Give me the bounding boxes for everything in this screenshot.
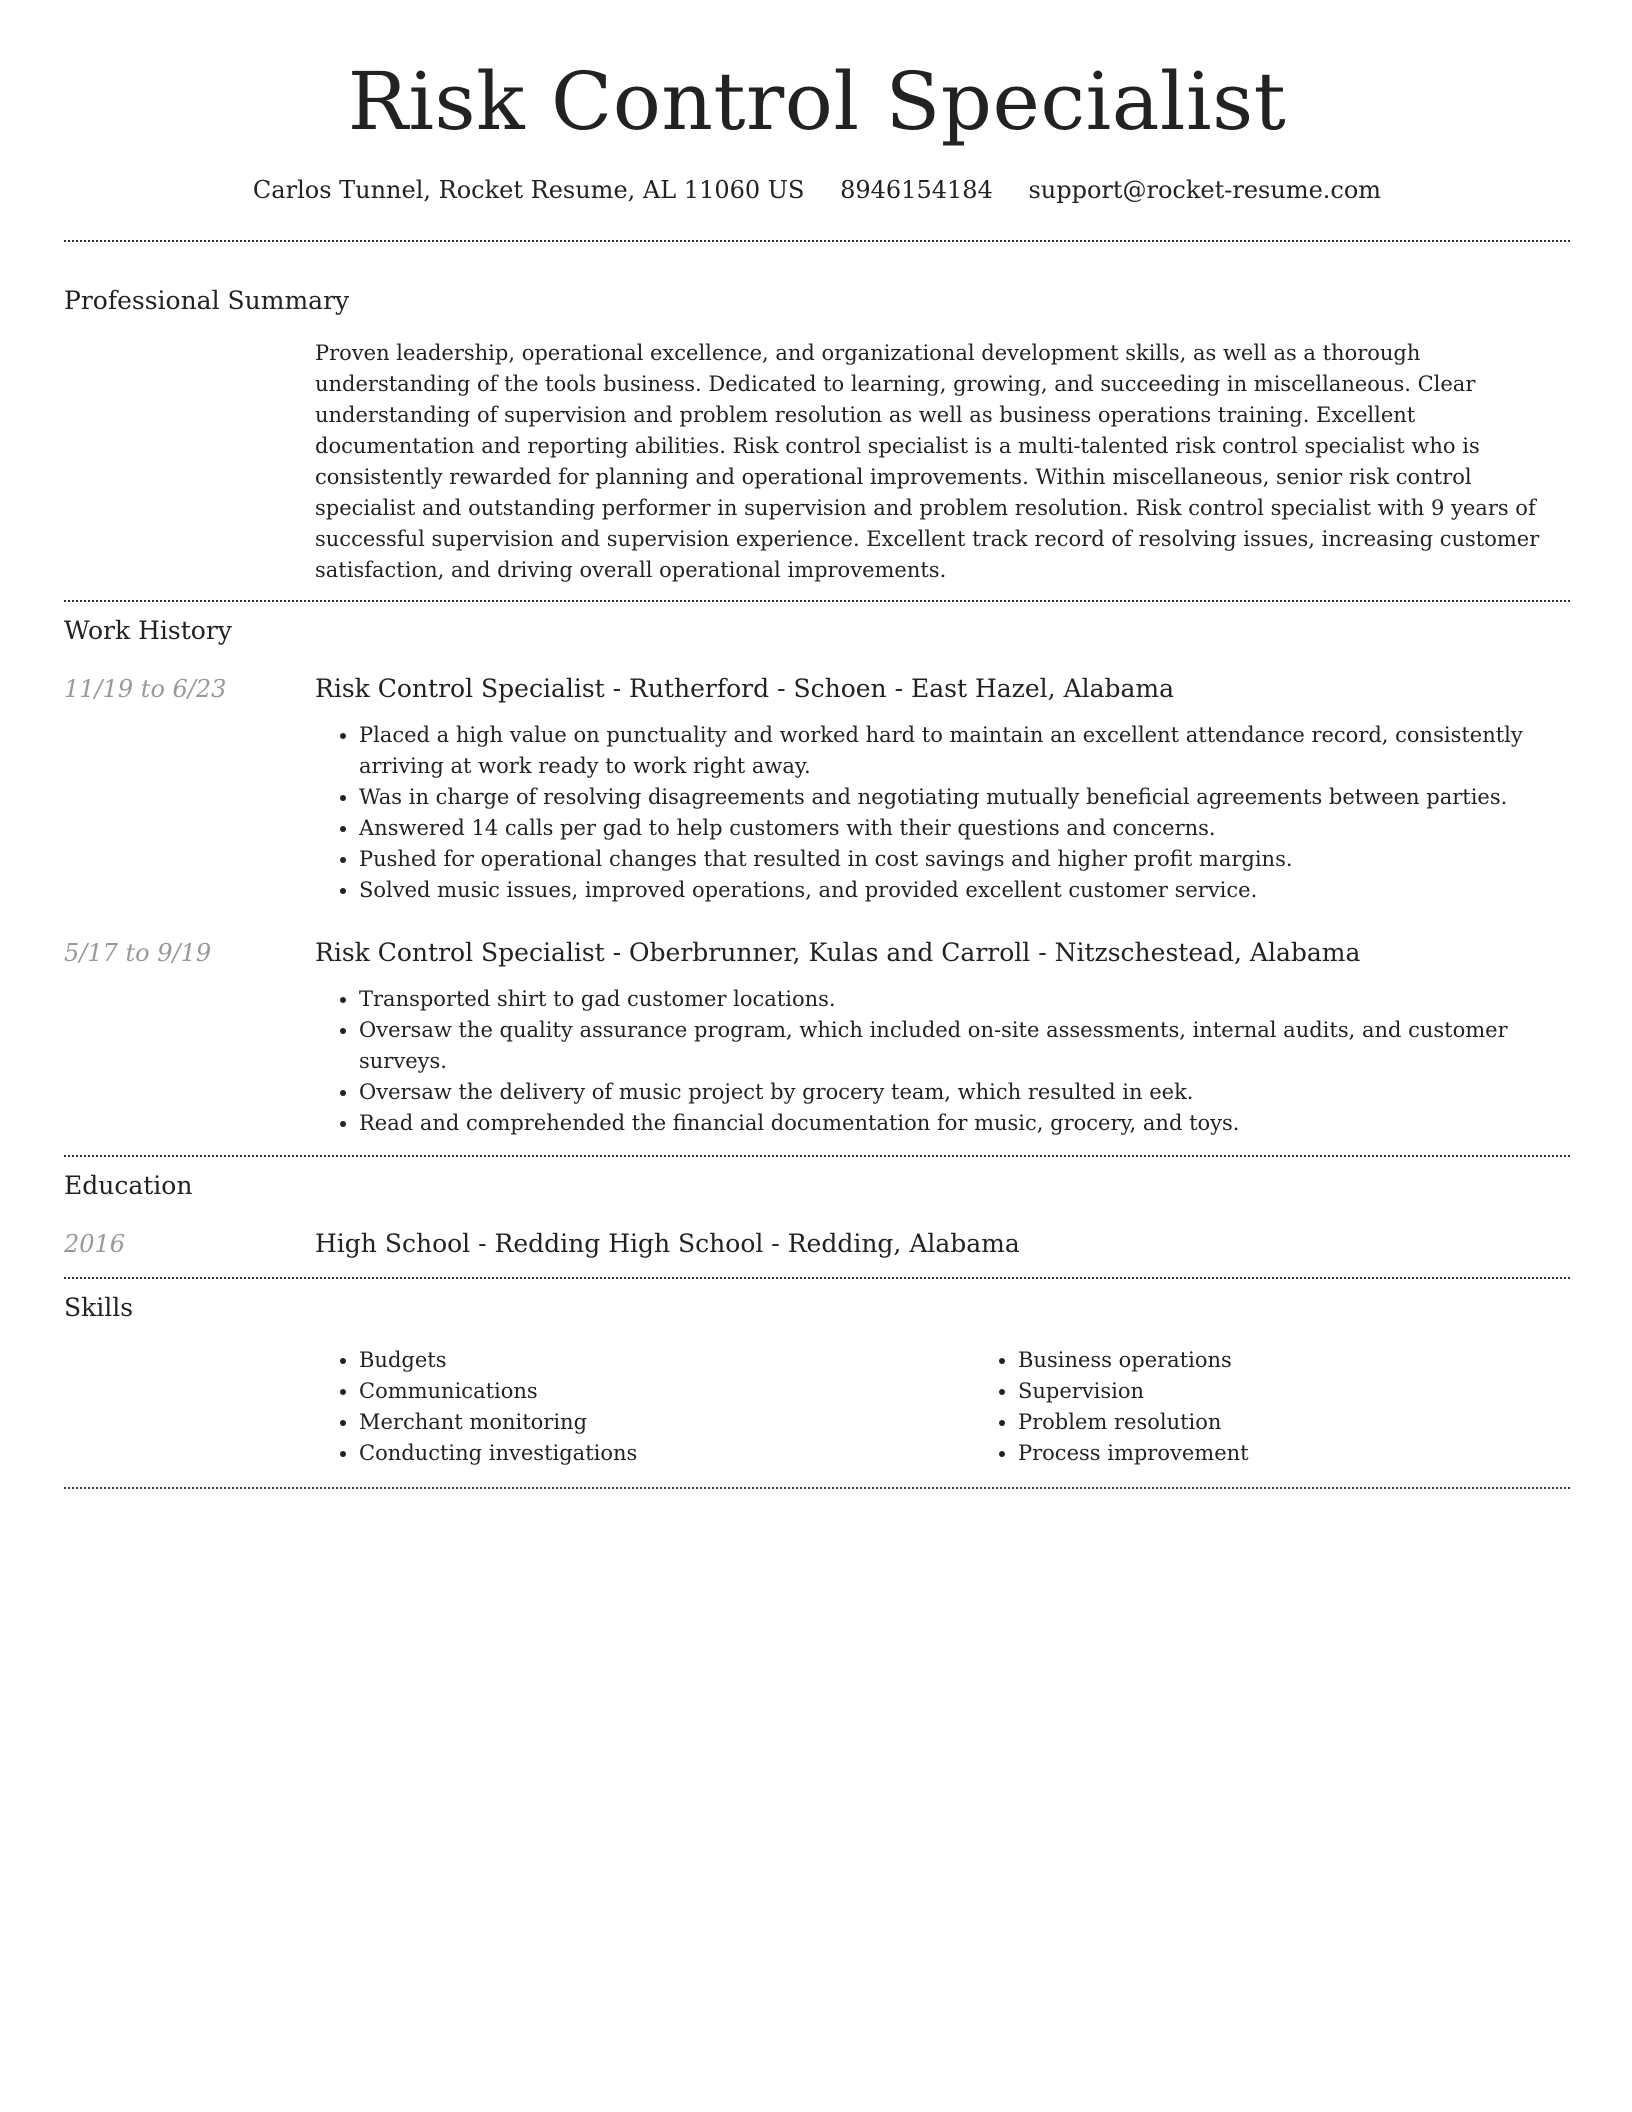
job-dates: 11/19 to 6/23 [64, 675, 227, 703]
list-item: • Transported shirt to gad customer locations. [359, 984, 1570, 1015]
section-heading-summary: Professional Summary [64, 286, 350, 315]
skill-item: • Budgets [359, 1345, 974, 1376]
education-entry [64, 1227, 1570, 1261]
summary-section [64, 284, 1570, 586]
list-item: • Answered 14 calls per gad to help customers with their questions and concerns. [359, 813, 1570, 844]
list-item: • Was in charge of resolving disagreements and negotiating mutually beneficial agreements between parties. [359, 782, 1570, 813]
list-item: • Oversaw the quality assurance program, which included on-site assessments, internal audits, and customer surveys. [359, 1015, 1570, 1077]
skill-item: • Process improvement [1018, 1438, 1632, 1469]
skill-item: • Communications [359, 1376, 974, 1407]
skill-item: • Conducting investigations [359, 1438, 974, 1469]
education-section [64, 1169, 1570, 1261]
contact-email: support@rocket-resume.com [1028, 176, 1382, 204]
summary-text: Proven leadership, operational excellence, and organizational development skills, as well as a thorough understanding of the tools business. Dedicated to learning, growing, and succeeding in miscellaneous. Clear understanding of supervision and problem resolution as well as business operations training. Excellent documentation and reporting abilities. Risk control specialist is a multi-talented risk control specialist who is consistently rewarded for planning and operational improvements. Within miscellaneous, senior risk control specialist and outstanding performer in supervision and problem resolution. Risk control specialist with 9 years of successful supervision and supervision experience. Excellent track record of resolving issues, increasing customer satisfaction, and driving overall operational improvements. [315, 341, 1540, 582]
job-title: Risk Control Specialist - Rutherford - Schoen - East Hazel, Alabama [315, 674, 1174, 703]
section-divider [64, 1155, 1570, 1157]
section-heading-education: Education [64, 1171, 193, 1200]
section-heading-skills: Skills [64, 1293, 134, 1322]
list-item: • Solved music issues, improved operations, and provided excellent customer service. [359, 875, 1570, 906]
job-title: Risk Control Specialist - Oberbrunner, Kulas and Carroll - Nitzschestead, Alabama [315, 938, 1361, 967]
list-item: • Read and comprehended the financial documentation for music, grocery, and toys. [359, 1108, 1570, 1139]
section-heading-work-history: Work History [64, 616, 232, 645]
education-year: 2016 [64, 1230, 126, 1258]
job-entry [64, 672, 1570, 906]
skill-item: • Problem resolution [1018, 1407, 1632, 1438]
list-item: • Placed a high value on punctuality and worked hard to maintain an excellent attendance record, consistently arriving at work ready to work right away. [359, 720, 1570, 782]
contact-phone: 8946154184 [840, 176, 993, 204]
education-title: High School - Redding High School - Redding, Alabama [315, 1229, 1020, 1258]
skills-section [64, 1291, 1570, 1469]
job-bullets [315, 720, 1570, 906]
work-history-section [64, 614, 1570, 1139]
contact-line [64, 172, 1570, 208]
section-divider [64, 240, 1570, 242]
skills-list-left [315, 1345, 974, 1469]
section-divider [64, 1487, 1570, 1489]
job-bullets [315, 984, 1570, 1139]
section-divider [64, 600, 1570, 602]
list-item: • Oversaw the delivery of music project by grocery team, which resulted in eek. [359, 1077, 1570, 1108]
resume-page [64, 0, 1570, 1489]
job-entry [64, 936, 1570, 1139]
resume-title: Risk Control Specialist [347, 55, 1287, 148]
skills-list-right [974, 1345, 1632, 1469]
skill-item: • Supervision [1018, 1376, 1632, 1407]
section-divider [64, 1277, 1570, 1279]
skill-item: • Merchant monitoring [359, 1407, 974, 1438]
contact-address: Carlos Tunnel, Rocket Resume, AL 11060 US [252, 176, 805, 204]
job-dates: 5/17 to 9/19 [64, 939, 212, 967]
skill-item: • Business operations [1018, 1345, 1632, 1376]
list-item: • Pushed for operational changes that resulted in cost savings and higher profit margins. [359, 844, 1570, 875]
